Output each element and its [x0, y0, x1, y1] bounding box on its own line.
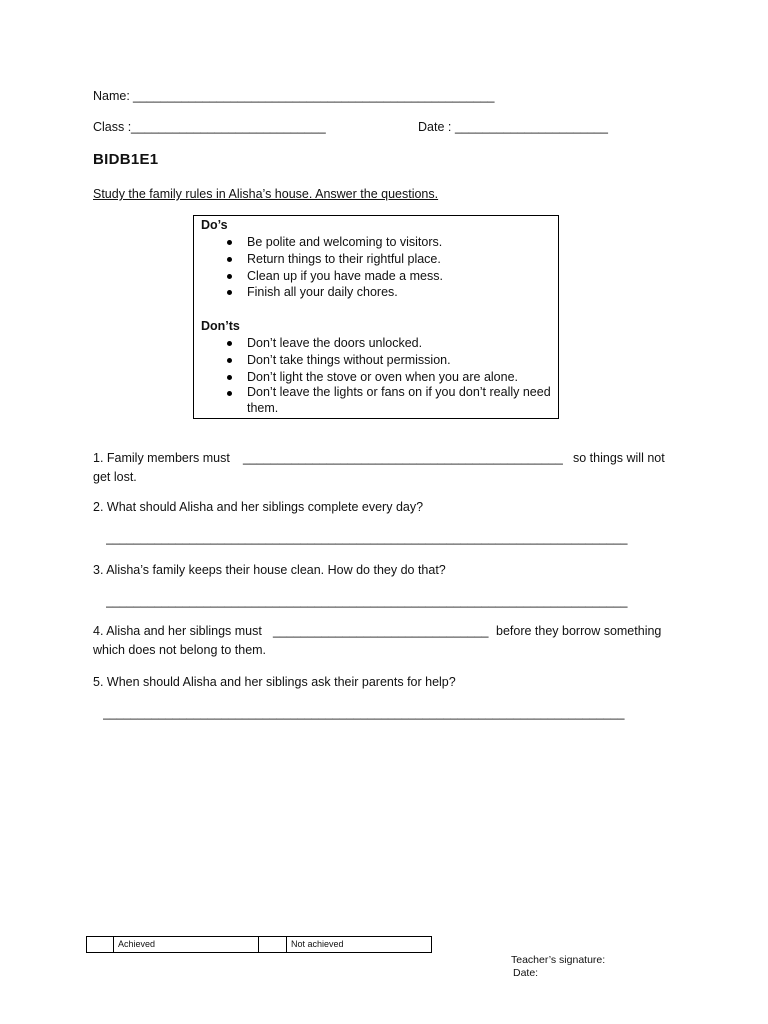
worksheet-code: BIDB1E1: [93, 151, 159, 168]
donts-item: Don’t leave the doors unlocked.: [194, 335, 554, 352]
question-4-start: 4. Alisha and her siblings must: [93, 624, 262, 638]
question-4-end: before they borrow something: [496, 624, 662, 638]
footer-date-label: Date:: [513, 967, 539, 979]
achieved-checkbox[interactable]: [87, 937, 114, 952]
not-achieved-checkbox[interactable]: [259, 937, 287, 952]
donts-item: Don’t leave the lights or fans on if you don’t really need them.: [194, 385, 554, 416]
achieved-label: Achieved: [114, 937, 259, 952]
question-5: 5. When should Alisha and her siblings ask their parents for help?: [93, 675, 456, 689]
date-line: ______________________: [455, 120, 608, 134]
question-1-end: so things will not: [573, 451, 665, 465]
dos-list: [194, 234, 554, 301]
dos-item: Be polite and welcoming to visitors.: [194, 234, 554, 251]
instruction-text: Study the family rules in Alisha’s house. Answer the questions.: [93, 187, 439, 201]
question-1-blank: ______________________________________________: [243, 451, 563, 465]
question-1-start: 1. Family members must: [93, 451, 230, 465]
question-3-answer-line: ___________________________________________________________________________: [106, 594, 628, 608]
not-achieved-label: Not achieved: [291, 939, 344, 949]
name-label: Name:: [93, 89, 130, 103]
dos-item: Return things to their rightful place.: [194, 251, 554, 268]
date-label: Date :: [418, 120, 452, 134]
achievement-table: [86, 936, 432, 953]
donts-heading: Don’ts: [201, 319, 240, 333]
question-2-answer-line: ___________________________________________________________________________: [106, 531, 628, 545]
family-rules-box: [193, 215, 559, 419]
dos-item: Finish all your daily chores.: [194, 284, 554, 301]
donts-item: Don’t take things without permission.: [194, 352, 554, 369]
donts-item: Don’t light the stove or oven when you are alone.: [194, 369, 554, 386]
dos-heading: Do’s: [201, 218, 228, 232]
class-line: ____________________________: [131, 120, 326, 134]
class-label: Class :: [93, 120, 132, 134]
question-5-answer-line: ___________________________________________________________________________: [103, 706, 625, 720]
question-4-continued: which does not belong to them.: [93, 643, 267, 657]
teacher-signature-label: Teacher’s signature:: [511, 954, 606, 966]
name-line: ____________________________________________________: [133, 89, 495, 103]
question-4-blank: _______________________________: [273, 624, 489, 638]
dos-item: Clean up if you have made a mess.: [194, 268, 554, 285]
question-3: 3. Alisha’s family keeps their house clean. How do they do that?: [93, 563, 446, 577]
question-2: 2. What should Alisha and her siblings complete every day?: [93, 500, 424, 514]
donts-list: [194, 335, 554, 416]
question-1-continued: get lost.: [93, 470, 137, 484]
